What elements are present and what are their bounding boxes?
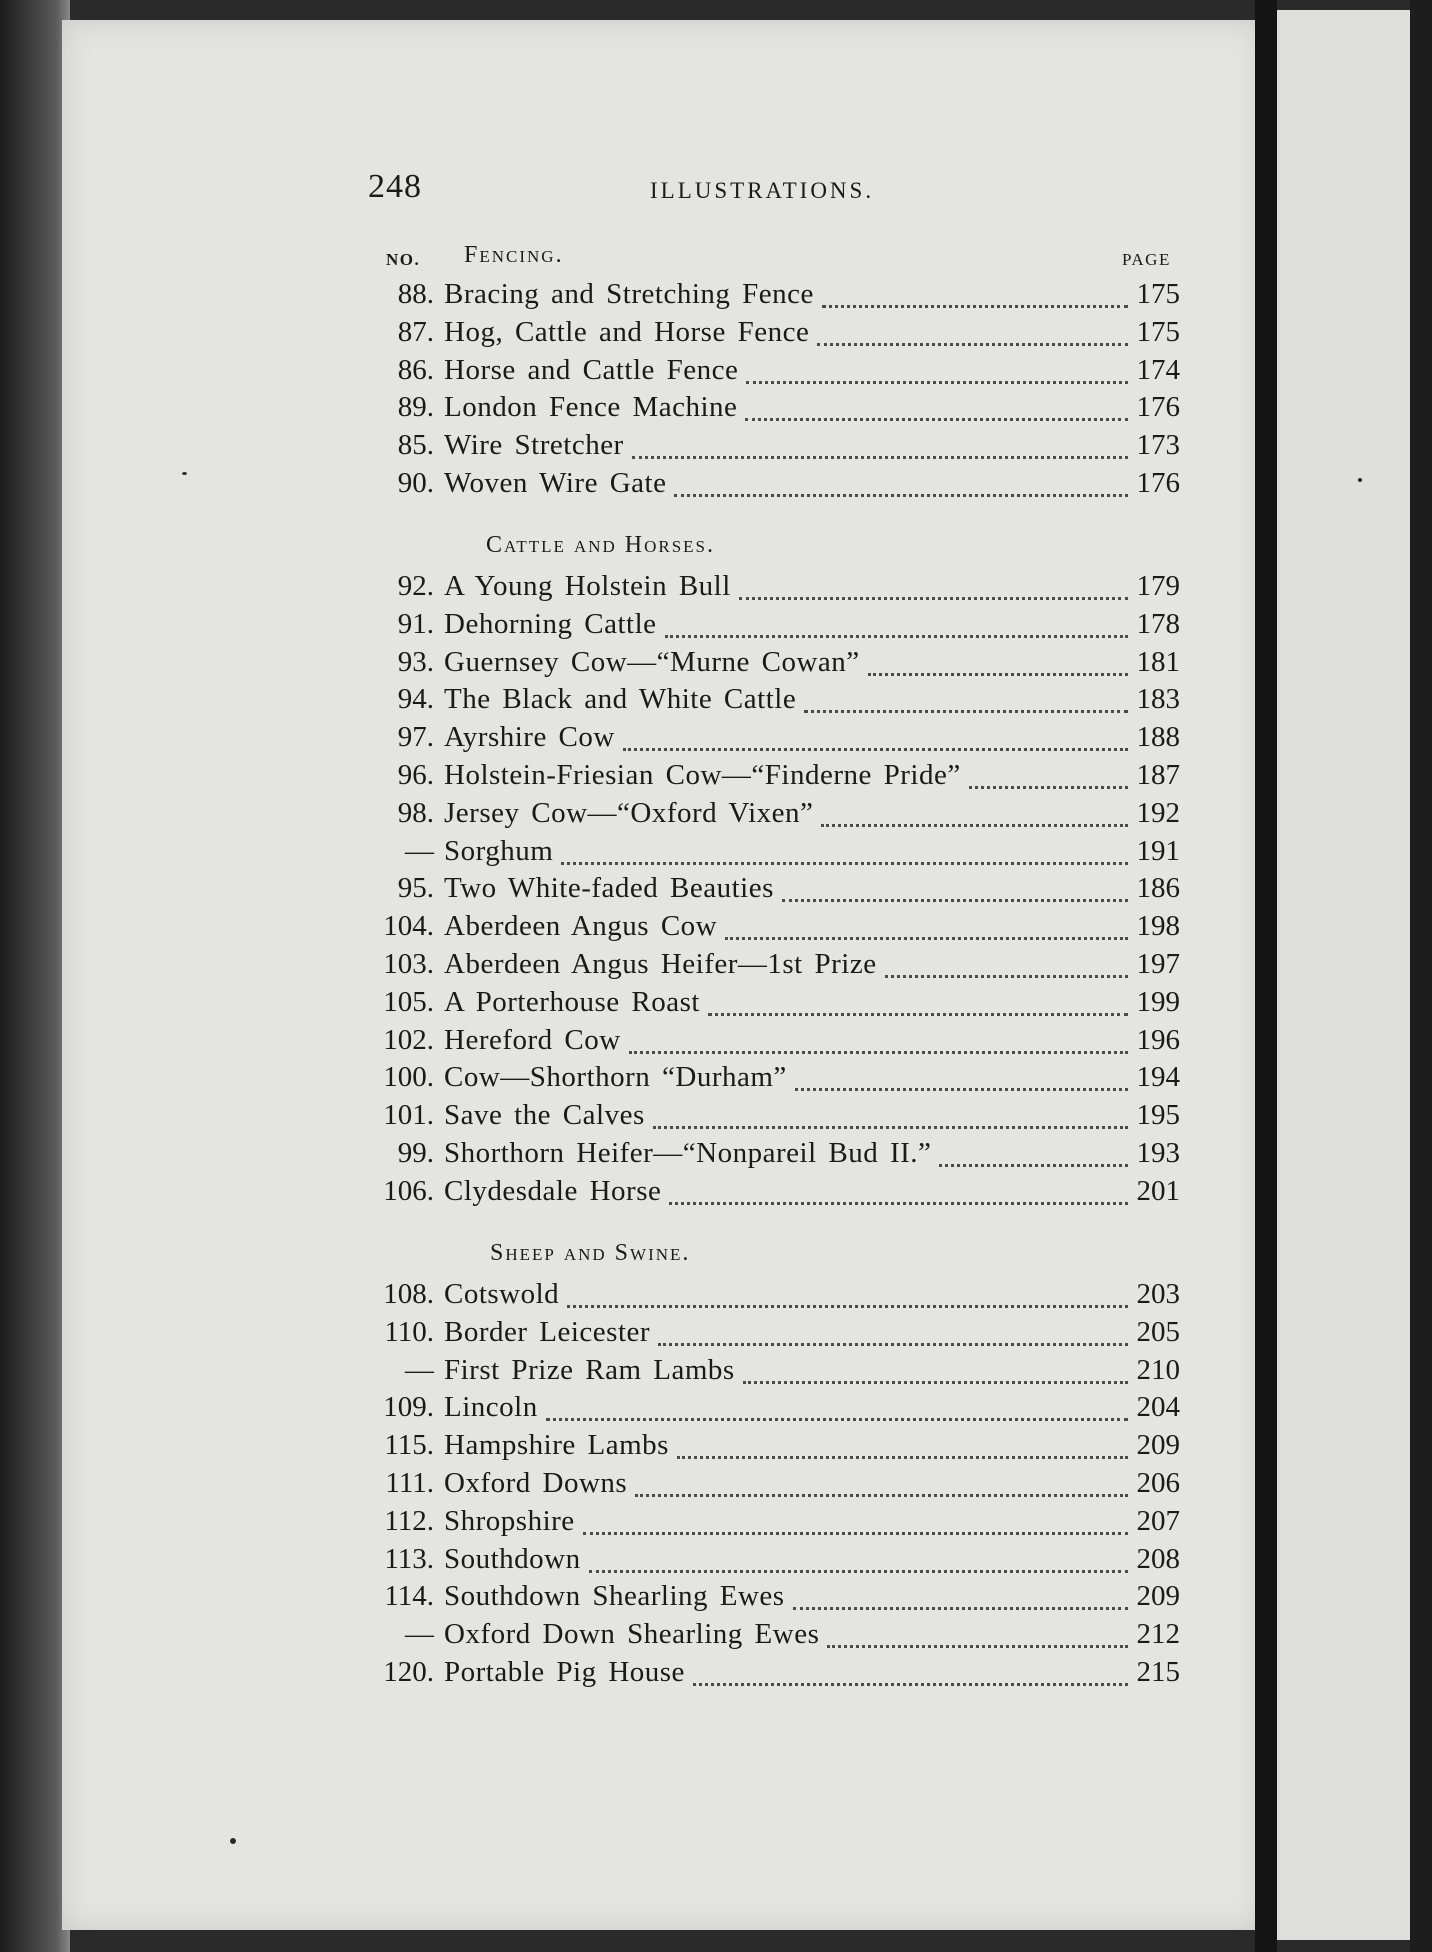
page-header: [368, 168, 918, 218]
entry-page: 188: [1136, 721, 1180, 753]
list-item: [368, 391, 1180, 427]
dot-leader: [743, 1377, 1128, 1384]
entry-title: Aberdeen Angus Heifer—1st Prize: [444, 948, 877, 980]
entry-number: 110.: [384, 1316, 434, 1348]
entry-number: 120.: [383, 1656, 434, 1688]
dot-leader: [629, 1047, 1128, 1054]
entry-title: Two White-faded Beauties: [444, 872, 774, 904]
dot-leader: [822, 301, 1128, 308]
dot-leader: [745, 414, 1128, 421]
entry-page: 210: [1136, 1354, 1180, 1386]
dot-leader: [885, 971, 1128, 978]
entry-title: Shropshire: [444, 1505, 575, 1537]
entry-title: First Prize Ram Lambs: [444, 1354, 735, 1386]
entry-title: Cow—Shorthorn “Durham”: [444, 1061, 787, 1093]
entry-title: Woven Wire Gate: [444, 467, 667, 499]
list-item: [368, 683, 1180, 719]
entry-number: 112.: [384, 1505, 434, 1537]
entry-number: 98.: [397, 797, 434, 829]
dot-leader: [693, 1679, 1128, 1686]
list-item: [368, 1391, 1180, 1427]
column-head-page: PAGE: [1122, 250, 1171, 269]
dot-leader: [795, 1084, 1128, 1091]
list-item: [368, 1061, 1180, 1097]
book-edge-left: [0, 0, 70, 1952]
dot-leader: [804, 706, 1128, 713]
dot-leader: [589, 1566, 1128, 1573]
list-item: [368, 1175, 1180, 1211]
list-item: [368, 1656, 1180, 1692]
list-item: [368, 910, 1180, 946]
dot-leader: [632, 452, 1128, 459]
entry-number: 106.: [383, 1175, 434, 1207]
book-edge-right: [1410, 0, 1432, 1952]
entry-title: Save the Calves: [444, 1099, 645, 1131]
dot-leader: [658, 1339, 1128, 1346]
entry-number: 87.: [397, 316, 434, 348]
dot-leader: [567, 1301, 1128, 1308]
running-head: ILLUSTRATIONS.: [650, 178, 875, 203]
ink-speck: [230, 1838, 236, 1844]
entry-number: 86.: [397, 354, 434, 386]
entry-number: 101.: [383, 1099, 434, 1131]
section-title: Fencing.: [464, 242, 564, 268]
list-item: [368, 872, 1180, 908]
entry-number: 103.: [383, 948, 434, 980]
entry-number: 113.: [384, 1543, 434, 1575]
entry-page: 212: [1136, 1618, 1180, 1650]
list-item: [368, 1580, 1180, 1616]
book-gutter: [1255, 0, 1277, 1952]
entry-page: 204: [1136, 1391, 1180, 1423]
entry-number: 93.: [397, 646, 434, 678]
entry-number: 100.: [383, 1061, 434, 1093]
entry-page: 209: [1136, 1429, 1180, 1461]
list-item: [368, 721, 1180, 757]
entry-title: Southdown Shearling Ewes: [444, 1580, 785, 1612]
dot-leader: [827, 1641, 1128, 1648]
entry-page: 186: [1136, 872, 1180, 904]
entry-page: 191: [1136, 835, 1180, 867]
entry-number: 105.: [383, 986, 434, 1018]
dot-leader: [653, 1122, 1128, 1129]
list-item: [368, 1543, 1180, 1579]
entry-title: Lincoln: [444, 1391, 538, 1423]
entry-page: 205: [1136, 1316, 1180, 1348]
entry-number: 114.: [384, 1580, 434, 1612]
dot-leader: [739, 593, 1128, 600]
entry-page: 196: [1136, 1024, 1180, 1056]
entry-title: Horse and Cattle Fence: [444, 354, 739, 386]
dot-leader: [583, 1528, 1128, 1535]
entry-page: 179: [1136, 570, 1180, 602]
dot-leader: [561, 858, 1128, 865]
dot-leader: [677, 1452, 1128, 1459]
list-item: [368, 1278, 1180, 1314]
entry-title: Sorghum: [444, 835, 554, 867]
entry-number: 85.: [397, 429, 434, 461]
list-item: [368, 646, 1180, 682]
entry-page: 199: [1136, 986, 1180, 1018]
entry-title: Hampshire Lambs: [444, 1429, 669, 1461]
entry-title: Jersey Cow—“Oxford Vixen”: [444, 797, 814, 829]
entry-page: 209: [1136, 1580, 1180, 1612]
entry-number: 95.: [397, 872, 434, 904]
dot-leader: [665, 631, 1128, 638]
entry-page: 173: [1136, 429, 1180, 461]
entry-number: —: [405, 835, 434, 867]
entry-number: 102.: [383, 1024, 434, 1056]
dot-leader: [635, 1490, 1128, 1497]
list-item: [368, 759, 1180, 795]
entry-page: 206: [1136, 1467, 1180, 1499]
list-item: [368, 1354, 1180, 1390]
entry-page: 187: [1136, 759, 1180, 791]
dot-leader: [939, 1160, 1128, 1167]
list-item: [368, 1024, 1180, 1060]
dot-leader: [623, 744, 1128, 751]
list-item: [368, 278, 1180, 314]
entry-page: 194: [1136, 1061, 1180, 1093]
entry-number: 96.: [397, 759, 434, 791]
ink-speck: [1358, 478, 1362, 482]
entry-title: Guernsey Cow—“Murne Cowan”: [444, 646, 860, 678]
list-item: [368, 429, 1180, 465]
entry-title: London Fence Machine: [444, 391, 738, 423]
dot-leader: [546, 1414, 1128, 1421]
dot-leader: [725, 933, 1128, 940]
list-item: [368, 797, 1180, 833]
entry-title: Wire Stretcher: [444, 429, 624, 461]
entry-page: 193: [1136, 1137, 1180, 1169]
entry-page: 192: [1136, 797, 1180, 829]
entry-title: A Young Holstein Bull: [444, 570, 731, 602]
facing-page: [1277, 10, 1432, 1940]
entry-number: 99.: [397, 1137, 434, 1169]
entry-title: Border Leicester: [444, 1316, 651, 1348]
list-item: [368, 1099, 1180, 1135]
entry-number: 91.: [397, 608, 434, 640]
entry-number: 104.: [383, 910, 434, 942]
entry-title: The Black and White Cattle: [444, 683, 797, 715]
list-item: [368, 835, 1180, 871]
dot-leader: [969, 782, 1128, 789]
list-item: [368, 948, 1180, 984]
entry-title: Oxford Down Shearling Ewes: [444, 1618, 820, 1650]
entry-number: 115.: [384, 1429, 434, 1461]
dot-leader: [817, 339, 1128, 346]
entry-number: 109.: [383, 1391, 434, 1423]
entry-title: Shorthorn Heifer—“Nonpareil Bud II.”: [444, 1137, 932, 1169]
entry-title: Oxford Downs: [444, 1467, 628, 1499]
entry-page: 176: [1136, 467, 1180, 499]
entry-page: 195: [1136, 1099, 1180, 1131]
entry-number: 92.: [397, 570, 434, 602]
entry-page: 178: [1136, 608, 1180, 640]
entry-page: 215: [1136, 1656, 1180, 1688]
entry-number: 108.: [383, 1278, 434, 1310]
column-head-no: NO.: [386, 250, 421, 269]
entry-number: —: [405, 1354, 434, 1386]
entry-page: 183: [1136, 683, 1180, 715]
entry-page: 175: [1136, 278, 1180, 310]
entry-page: 201: [1136, 1175, 1180, 1207]
list-item: [368, 1618, 1180, 1654]
entry-page: 203: [1136, 1278, 1180, 1310]
entry-title: A Porterhouse Roast: [444, 986, 700, 1018]
list-item: [368, 570, 1180, 606]
list-item: [368, 354, 1180, 390]
list-item: [368, 608, 1180, 644]
dot-leader: [821, 820, 1128, 827]
entry-page: 207: [1136, 1505, 1180, 1537]
list-item: [368, 1316, 1180, 1352]
dot-leader: [782, 895, 1128, 902]
list-item: [368, 467, 1180, 503]
entry-title: Aberdeen Angus Cow: [444, 910, 718, 942]
entry-page: 181: [1136, 646, 1180, 678]
entry-number: 88.: [397, 278, 434, 310]
entry-title: Clydesdale Horse: [444, 1175, 662, 1207]
entry-title: Cotswold: [444, 1278, 560, 1310]
entry-title: Portable Pig House: [444, 1656, 685, 1688]
list-item: [368, 1429, 1180, 1465]
dot-leader: [746, 377, 1128, 384]
dot-leader: [674, 490, 1128, 497]
dot-leader: [868, 669, 1128, 676]
ink-speck: [182, 472, 187, 475]
entry-title: Hog, Cattle and Horse Fence: [444, 316, 810, 348]
entry-number: 111.: [385, 1467, 434, 1499]
section-title: Sheep and Swine.: [490, 1240, 691, 1266]
entry-page: 208: [1136, 1543, 1180, 1575]
entry-number: —: [405, 1618, 434, 1650]
entry-title: Hereford Cow: [444, 1024, 621, 1056]
entry-page: 198: [1136, 910, 1180, 942]
dot-leader: [669, 1198, 1128, 1205]
entry-page: 174: [1136, 354, 1180, 386]
entry-page: 176: [1136, 391, 1180, 423]
entry-number: 94.: [397, 683, 434, 715]
entry-number: 90.: [397, 467, 434, 499]
dot-leader: [793, 1603, 1128, 1610]
entry-number: 97.: [397, 721, 434, 753]
page-number: 248: [368, 168, 422, 205]
list-item: [368, 1467, 1180, 1503]
section-title: Cattle and Horses.: [486, 532, 716, 558]
entry-title: Ayrshire Cow: [444, 721, 615, 753]
entry-title: Dehorning Cattle: [444, 608, 657, 640]
entry-page: 197: [1136, 948, 1180, 980]
list-item: [368, 986, 1180, 1022]
dot-leader: [708, 1009, 1128, 1016]
entry-number: 89.: [397, 391, 434, 423]
list-item: [368, 1137, 1180, 1173]
list-item: [368, 316, 1180, 352]
entry-title: Southdown: [444, 1543, 581, 1575]
entry-page: 175: [1136, 316, 1180, 348]
entry-title: Holstein-Friesian Cow—“Finderne Pride”: [444, 759, 961, 791]
entry-title: Bracing and Stretching Fence: [444, 278, 814, 310]
list-item: [368, 1505, 1180, 1541]
